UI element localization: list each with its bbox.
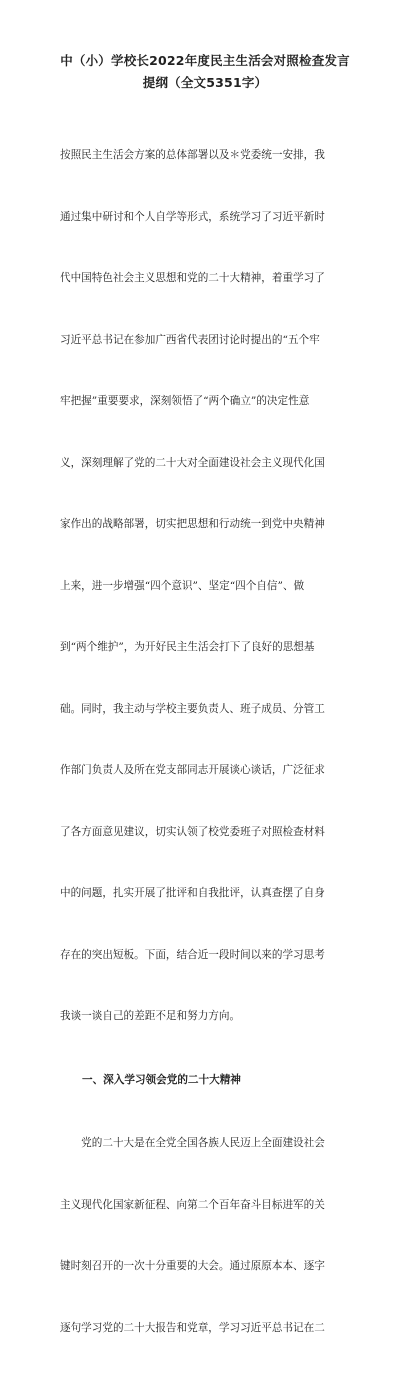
paragraph-line: 通过集中研讨和个人自学等形式，系统学习了习近平新时 (60, 210, 325, 223)
title-spacer (60, 94, 350, 104)
document-title-line-1: 中（小）学校长2022年度民主生活会对照检查发言 (60, 53, 350, 68)
section-heading: 一、深入学习领会党的二十大精神 (82, 1073, 241, 1086)
paragraph-line: 键时刻召开的一次十分重要的大会。通过原原本本、逐字 (60, 1260, 325, 1272)
paragraph-line: 上来，进一步增强“四个意识”、坚定“四个自信”、做 (60, 579, 305, 592)
document-page (60, 50, 350, 1379)
paragraph-line: 习近平总书记在参加广西省代表团讨论时提出的“五个牢 (60, 333, 320, 346)
paragraph-line: 中的问题，扎实开展了批评和自我批评，认真查摆了自身 (60, 887, 325, 899)
paragraph-line: 到“两个维护”，为开好民主生活会打下了良好的思想基 (60, 641, 315, 653)
paragraph-line: 逐句学习党的二十大报告和党章，学习习近平总书记在二 (60, 1321, 325, 1334)
paragraph-line: 义，深刻理解了党的二十大对全面建设社会主义现代化国 (60, 456, 325, 469)
paragraph-line: 牢把握”重要要求，深刻领悟了“两个确立”的决定性意 (60, 395, 310, 407)
body-paragraph (60, 1092, 350, 1379)
paragraph-line: 按照民主生活会方案的总体部署以及＊党委统一安排，我 (60, 149, 325, 161)
paragraph-line: 础。同时，我主动与学校主要负责人、班子成员、分管工 (60, 702, 325, 715)
paragraph-line: 存在的突出短板。下面，结合近一段时间以来的学习思考 (60, 948, 325, 961)
paragraph-line: 家作出的战略部署，切实把思想和行动统一到党中央精神 (60, 518, 325, 530)
paragraph-line: 了各方面意见建议，切实认领了校党委班子对照检查材料 (60, 825, 325, 838)
paragraph-line: 作部门负责人及所在党支部同志开展谈心谈话，广泛征求 (60, 764, 325, 776)
intro-paragraph (60, 104, 350, 1068)
paragraph-line: 党的二十大是在全党全国各族人民迈上全面建设社会 (60, 1137, 325, 1149)
document-title-line-2: 提纲（全文5351字） (142, 75, 268, 90)
paragraph-line: 我谈一谈自己的差距不足和努力方向。 (60, 1010, 241, 1022)
paragraph-line: 代中国特色社会主义思想和党的二十大精神，着重学习了 (60, 272, 325, 284)
paragraph-line: 主义现代化国家新征程、向第二个百年奋斗目标进军的关 (60, 1198, 325, 1211)
